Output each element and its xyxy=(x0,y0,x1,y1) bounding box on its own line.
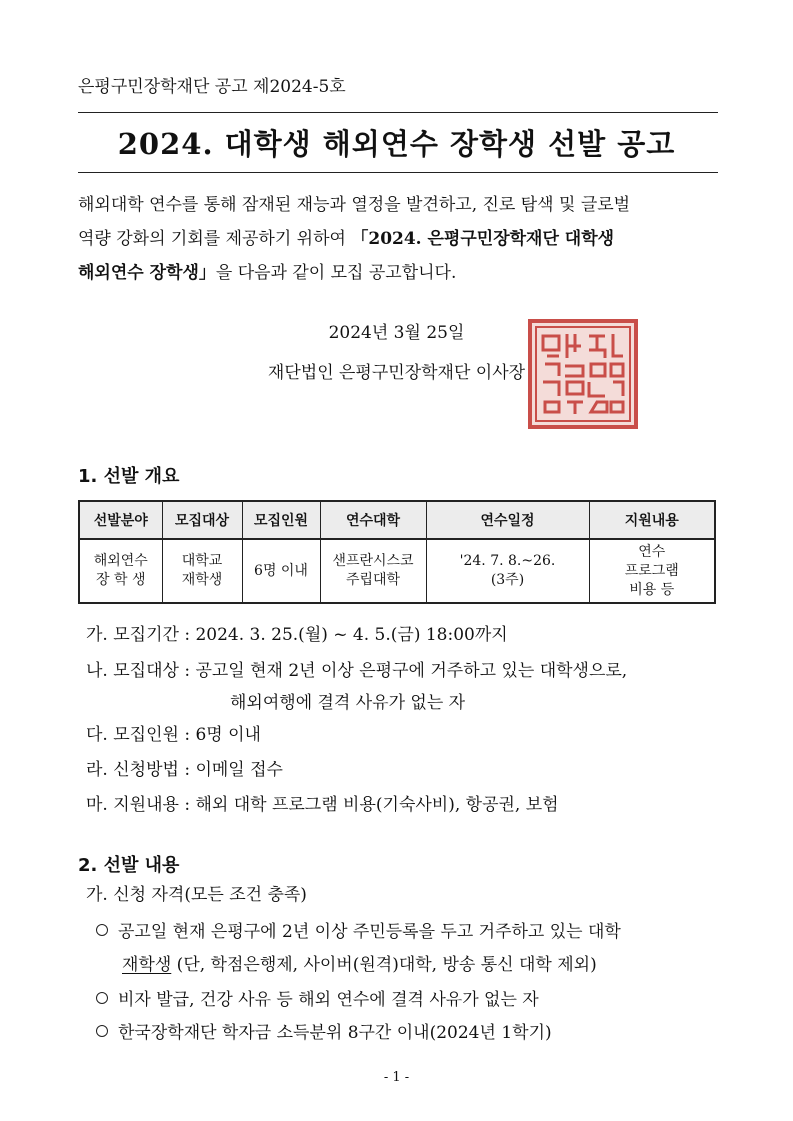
cell-target: 대학교 재학생 xyxy=(162,539,242,603)
intro-line-2: 역량 강화의 기회를 제공하기 위하여 「2024. 은평구민장학재단 대학생 xyxy=(78,229,615,249)
eligibility-bullet: 비자 발급, 건강 사유 등 해외 연수에 결격 사유가 없는 자 xyxy=(96,985,539,1010)
cell-university: 샌프란시스코 주립대학 xyxy=(320,539,426,603)
notice-number: 은평구민장학재단 공고 제2024-5호 xyxy=(78,77,346,97)
section-1-heading: 1. 선발 개요 xyxy=(78,466,180,487)
eligibility-bullet: 공고일 현재 은평구에 2년 이상 주민등록을 두고 거주하고 있는 대학 xyxy=(96,917,621,942)
intro-line-1: 해외대학 연수를 통해 잠재된 재능과 열정을 발견하고, 진로 탐색 및 글로벌 xyxy=(78,195,631,215)
page-title: 2024. 대학생 해외연수 장학생 선발 공고 xyxy=(117,127,676,161)
cell-count: 6명 이내 xyxy=(242,539,320,603)
overview-item-target-cont: 해외여행에 결격 사유가 없는 자 xyxy=(230,693,466,713)
table-header-cell: 모집대상 xyxy=(162,501,242,539)
intro-paragraph xyxy=(78,188,718,290)
issuer-name: 재단법인 은평구민장학재단 이사장 xyxy=(267,363,526,383)
table-header-row xyxy=(79,501,715,539)
official-seal-icon xyxy=(527,318,639,430)
selection-summary-table xyxy=(78,500,716,604)
section-2-heading: 2. 선발 내용 xyxy=(78,855,180,876)
cell-schedule: '24. 7. 8.~26. (3주) xyxy=(426,539,589,603)
title-divider xyxy=(78,172,718,173)
table-row xyxy=(79,539,715,603)
overview-item-target: 나. 모집대상 : 공고일 현재 2년 이상 은평구에 거주하고 있는 대학생으로, xyxy=(86,661,628,681)
cell-support: 연수 프로그램 비용 등 xyxy=(589,539,715,603)
table-header-cell: 연수대학 xyxy=(320,501,426,539)
table-header-cell: 지원내용 xyxy=(589,501,715,539)
table-header-cell: 모집인원 xyxy=(242,501,320,539)
circle-bullet-icon xyxy=(96,992,108,1004)
intro-line-3: 해외연수 장학생」을 다음과 같이 모집 공고합니다. xyxy=(78,263,457,283)
eligibility-bullet: 한국장학재단 학자금 소득분위 8구간 이내(2024년 1학기) xyxy=(96,1018,552,1043)
eligibility-heading: 가. 신청 자격(모든 조건 충족) xyxy=(86,885,307,905)
page-number: - 1 - xyxy=(383,1070,410,1085)
table-header-cell: 연수일정 xyxy=(426,501,589,539)
overview-item-support: 마. 지원내용 : 해외 대학 프로그램 비용(기숙사비), 항공권, 보험 xyxy=(86,795,559,815)
overview-item-count: 다. 모집인원 : 6명 이내 xyxy=(86,725,261,745)
top-divider xyxy=(78,112,718,113)
circle-bullet-icon xyxy=(96,924,108,936)
circle-bullet-icon xyxy=(96,1025,108,1037)
eligibility-bullet-cont: 재학생 (단, 학점은행제, 사이버(원격)대학, 방송 통신 대학 제외) xyxy=(122,955,597,975)
overview-item-period: 가. 모집기간 : 2024. 3. 25.(월) ~ 4. 5.(금) 18:00까지 xyxy=(86,625,508,645)
cell-field: 해외연수 장 학 생 xyxy=(79,539,162,603)
announcement-date: 2024년 3월 25일 xyxy=(328,323,465,343)
table-header-cell: 선발분야 xyxy=(79,501,162,539)
overview-item-method: 라. 신청방법 : 이메일 접수 xyxy=(86,760,283,780)
